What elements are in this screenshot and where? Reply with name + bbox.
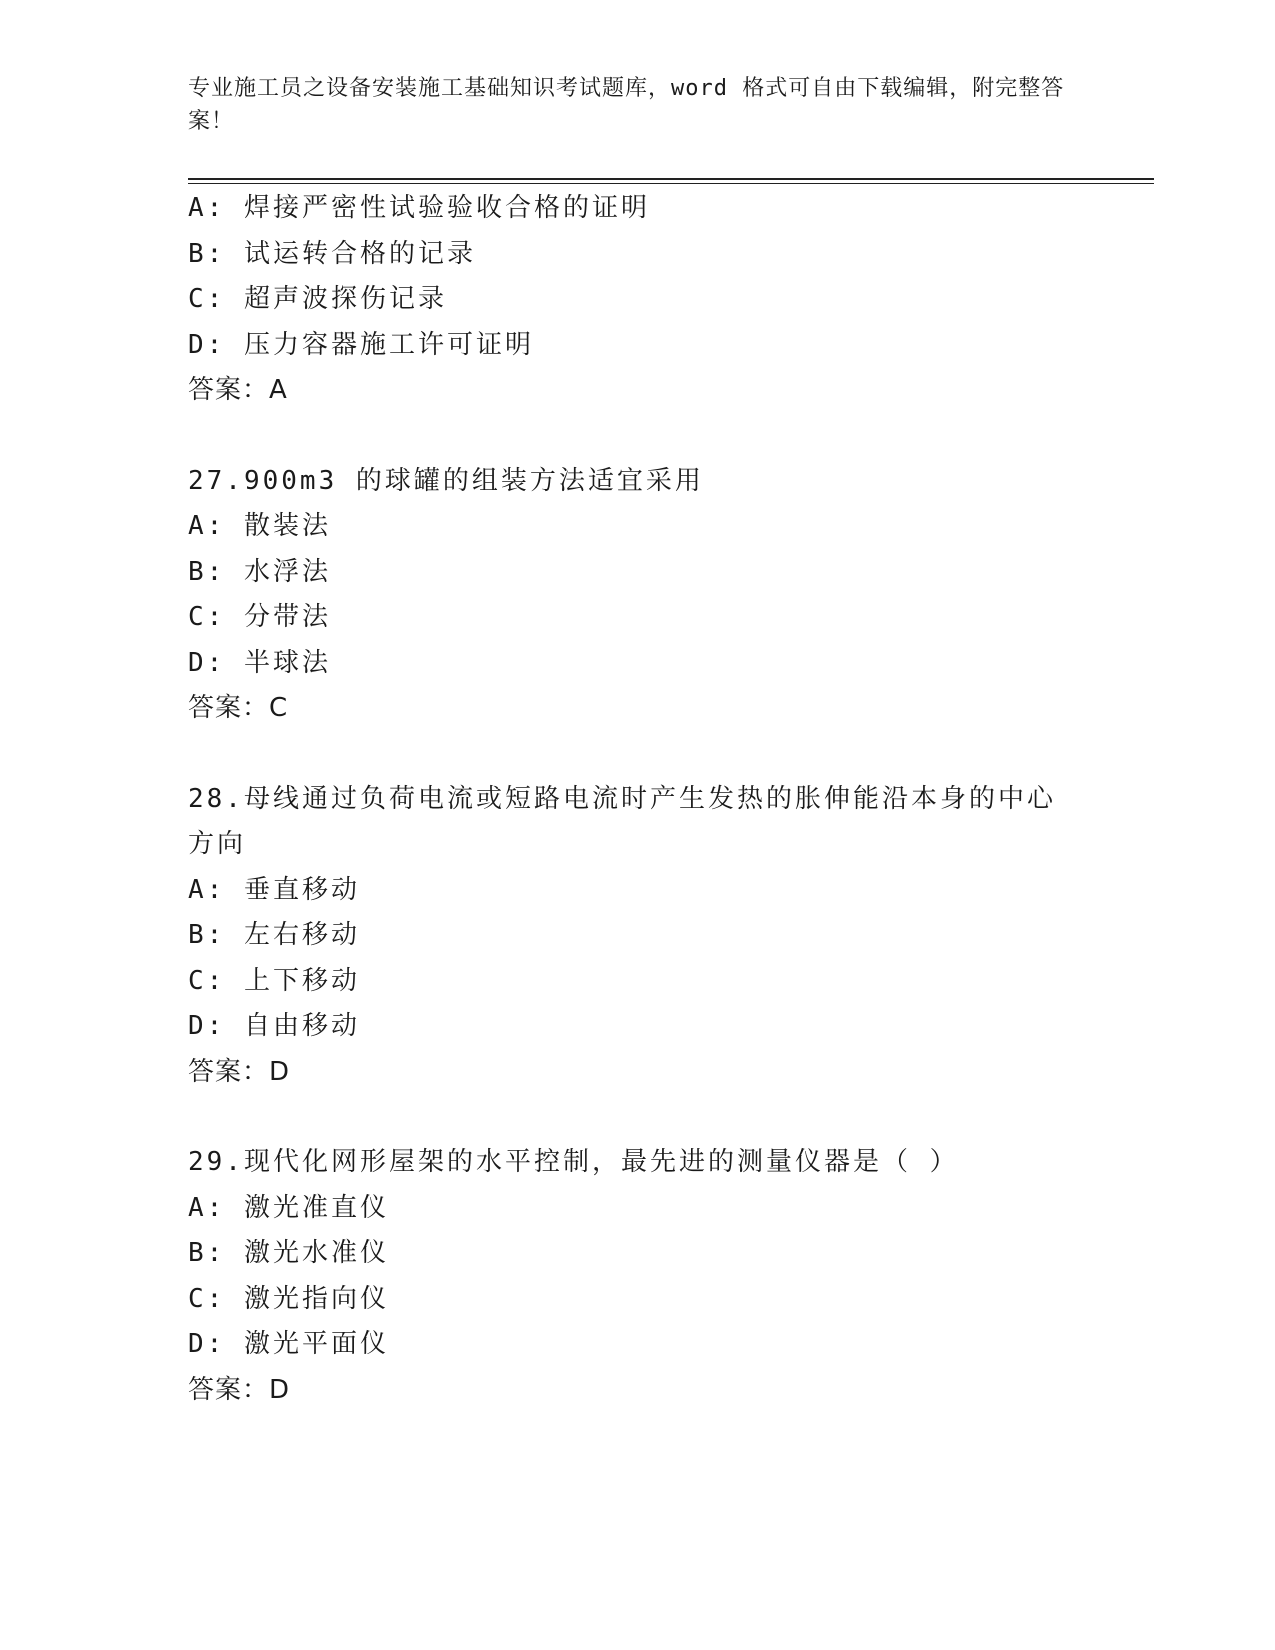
question-stem: 29.现代化网形屋架的水平控制，最先进的测量仪器是（ ） <box>188 1147 959 1177</box>
spacer <box>188 414 1088 459</box>
option-b: B: 试运转合格的记录 <box>188 238 476 269</box>
document-intro: 专业施工员之设备安装施工基础知识考试题库，word 格式可自由下载编辑，附完整答案！ <box>188 76 1065 134</box>
option-b: B: 左右移动 <box>188 920 360 950</box>
option-b: B: 水浮法 <box>188 556 331 587</box>
answer-label: 答案：A <box>188 375 288 405</box>
question-list <box>188 186 1088 1413</box>
question-27 <box>188 459 1088 732</box>
question-stem: 28.母线通过负荷电流或短路电流时产生发热的胀伸能沿本身的中心方向 <box>188 783 1056 859</box>
option-a: A: 焊接严密性试验验收合格的证明 <box>188 193 650 223</box>
option-d: D: 激光平面仪 <box>188 1329 389 1359</box>
answer-label: 答案：D <box>188 1374 291 1405</box>
spacer <box>188 732 1088 777</box>
option-b: B: 激光水准仪 <box>188 1238 389 1268</box>
question-26 <box>188 186 1088 414</box>
option-c: C: 分带法 <box>188 602 331 632</box>
spacer <box>188 1095 1088 1140</box>
option-a: A: 散装法 <box>188 511 331 541</box>
answer-label: 答案：D <box>188 1056 291 1087</box>
option-c: C: 超声波探伤记录 <box>188 284 447 314</box>
option-d: D: 自由移动 <box>188 1011 360 1041</box>
question-stem: 27.900m3 的球罐的组装方法适宜采用 <box>188 465 704 496</box>
option-a: A: 激光准直仪 <box>188 1192 389 1223</box>
option-c: C: 上下移动 <box>188 965 360 996</box>
question-29 <box>188 1140 1088 1413</box>
option-d: D: 压力容器施工许可证明 <box>188 329 534 360</box>
option-a: A: 垂直移动 <box>188 874 360 905</box>
question-28 <box>188 777 1088 1096</box>
option-d: D: 半球法 <box>188 647 331 678</box>
answer-label: 答案：C <box>188 693 289 723</box>
option-c: C: 激光指向仪 <box>188 1283 389 1314</box>
header-divider <box>188 178 1154 184</box>
